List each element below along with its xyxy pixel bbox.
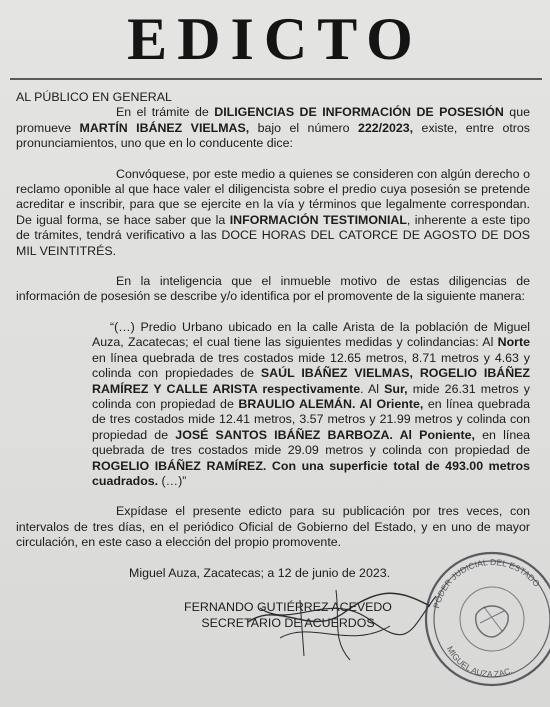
handwritten-signature: [240, 560, 440, 670]
north-owners: SAÚL IBÁÑEZ VIELMAS, ROGELIO IBÁÑEZ RAMÍREZ Y CALLE ARISTA respectivamente: [92, 366, 531, 396]
paragraph-description-intro: En la inteligencia que el inmueble motivo de estas diligencias de información de posesión se describe y/o identifica por el promovente de la siguiente manera:: [16, 274, 530, 304]
south-owner-east-label: BRAULIO ALEMÁN. Al Oriente,: [238, 396, 424, 411]
paragraph-convocation: [16, 167, 530, 259]
stamp-bottom-text: MIGUEL AUZA ZAC.: [444, 644, 514, 680]
signatory-name: FERNANDO GUTIÉRREZ ACEVEDO: [184, 599, 392, 614]
intro-text-c: que promueve: [16, 105, 530, 135]
quote-text-g: mide 26.31 metros y colinda con propiedad de: [92, 381, 530, 411]
property-description-quote: [92, 320, 530, 489]
intro-text-a: En el trámite de: [116, 105, 215, 120]
quote-text-m: (…)”: [158, 473, 187, 488]
north-label: Norte: [497, 335, 530, 350]
quote-text-i: en línea quebrada de tres costados mide 12.41 metros, 3.57 metros y 21.99 metros y colinda con propiedad de: [92, 396, 530, 442]
procedure-name: DILIGENCIAS DE INFORMACIÓN DE POSESIÓN: [214, 105, 504, 120]
convocation-text-a: Convóquese, por este medio a quienes se consideren con algún derecho o reclamo oponible al que hace valer el diligencista sobre el predio cuya posesión se pretende acreditar e inscribir, para que se ejercite en la vía y términos que legalmente correspondan. De igual forma, se hace saber que la: [16, 166, 530, 227]
document-title: EDICTO: [127, 6, 423, 72]
greeting-line: AL PÚBLICO EN GENERAL: [16, 90, 172, 104]
west-owner-surface: ROGELIO IBÁÑEZ RAMÍREZ. Con una superficie total de 493.00 metros cuadrados.: [92, 458, 530, 488]
intro-text-e: bajo el número: [249, 120, 358, 135]
case-number: 222/2023,: [358, 120, 414, 135]
paragraph-intro: [16, 105, 530, 151]
date-line: Miguel Auza, Zacatecas; a 12 de junio de 2023.: [129, 565, 391, 580]
convocation-text-c: , inherente a este tipo de trámites, tendrá verificativo a las DOCE HORAS DEL CATORCE DE AGOSTO DE DOS MIL VEINTITRÉS.: [16, 212, 530, 258]
stamp-top-text: PODER JUDICIAL DEL ESTADO: [431, 556, 543, 610]
south-label: Sur,: [384, 381, 408, 396]
promoter-name: MARTÍN IBÁNEZ VIELMAS,: [79, 120, 250, 135]
quote-text-a: “(…) Predio Urbano ubicado en la calle Arista de la población de Miguel Auza, Zacatecas; el cual tiene las siguientes medidas y colindancias: Al: [92, 319, 530, 350]
quote-text-c: en línea quebrada de tres costados mide 12.65 metros, 8.71 metros y 4.63 y colinda con propiedades de: [92, 350, 530, 381]
signatory-role: SECRETARIO DE ACUERDOS: [201, 615, 375, 630]
east-owner-west-label: JOSÉ SANTOS IBÁÑEZ BARBOZA. Al Poniente,: [175, 427, 475, 442]
testimonial-label: INFORMACIÓN TESTIMONIAL: [229, 212, 407, 227]
quote-text-e: . Al: [360, 381, 385, 396]
title-divider: [10, 78, 542, 80]
svg-text:PODER JUDICIAL DEL ESTADO: [431, 557, 542, 609]
intro-text-g: existe, entre otros pronunciamientos, uno que en lo conducente dice:: [16, 120, 530, 151]
official-seal-stamp: [418, 545, 550, 693]
quote-text-k: en línea quebrada de tres costados mide 29.09 metros y colinda con propiedad de: [92, 427, 530, 458]
paragraph-publication: Expídase el presente edicto para su publicación por tres veces, con intervalos de tres días, en el periódico Oficial de Gobierno del Estado, y en uno de mayor circulación, en este caso a elección del propio promovente.: [16, 504, 530, 550]
